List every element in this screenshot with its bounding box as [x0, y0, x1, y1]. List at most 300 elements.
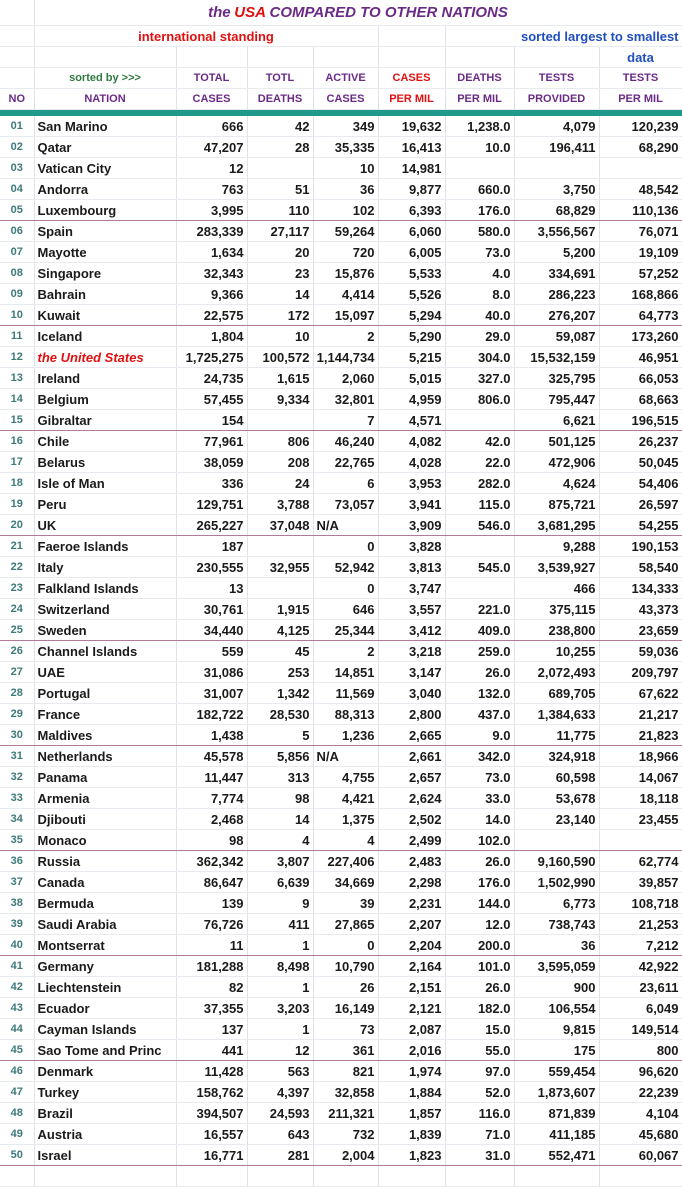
cases-per-mil-cell: 4,571 [378, 410, 445, 431]
total-deaths-cell: 28 [247, 137, 313, 158]
total-deaths-cell: 3,788 [247, 494, 313, 515]
cases-per-mil-cell: 5,015 [378, 368, 445, 389]
tests-provided-cell: 3,750 [514, 179, 599, 200]
header-tests-per-mil: PER MIL [599, 89, 682, 110]
row-number: 28 [0, 683, 34, 704]
row-number: 43 [0, 998, 34, 1019]
total-deaths-cell: 1 [247, 935, 313, 956]
row-number: 42 [0, 977, 34, 998]
row-number: 35 [0, 830, 34, 851]
total-deaths-cell [247, 578, 313, 599]
table-row [0, 998, 682, 1019]
active-cases-cell: 720 [313, 242, 378, 263]
nation-name: Faeroe Islands [34, 536, 176, 557]
header-no: NO [0, 89, 34, 110]
total-cases-cell: 98 [176, 830, 247, 851]
active-cases-cell: 14,851 [313, 662, 378, 683]
total-deaths-cell: 32,955 [247, 557, 313, 578]
row-number: 48 [0, 1103, 34, 1124]
row-number: 23 [0, 578, 34, 599]
total-cases-cell: 16,771 [176, 1145, 247, 1166]
row-number: 11 [0, 326, 34, 347]
total-cases-cell: 11,447 [176, 767, 247, 788]
tests-provided-cell: 9,160,590 [514, 851, 599, 872]
total-cases-cell: 31,007 [176, 683, 247, 704]
tests-provided-cell: 559,454 [514, 1061, 599, 1082]
total-cases-cell: 45,578 [176, 746, 247, 767]
tests-provided-cell: 4,079 [514, 116, 599, 137]
row-number: 40 [0, 935, 34, 956]
tests-per-mil-cell: 23,611 [599, 977, 682, 998]
empty-row [0, 1166, 682, 1187]
cases-per-mil-cell: 2,121 [378, 998, 445, 1019]
tests-per-mil-cell: 120,239 [599, 116, 682, 137]
nation-name: Singapore [34, 263, 176, 284]
total-cases-cell: 441 [176, 1040, 247, 1061]
cases-per-mil-cell: 3,953 [378, 473, 445, 494]
total-deaths-cell: 5 [247, 725, 313, 746]
total-deaths-cell: 37,048 [247, 515, 313, 536]
total-cases-cell: 2,468 [176, 809, 247, 830]
deaths-per-mil-cell: 33.0 [445, 788, 514, 809]
cases-per-mil-cell: 2,661 [378, 746, 445, 767]
nation-name: Andorra [34, 179, 176, 200]
active-cases-cell: 4,421 [313, 788, 378, 809]
cases-per-mil-cell: 3,557 [378, 599, 445, 620]
cases-per-mil-cell: 9,877 [378, 179, 445, 200]
deaths-per-mil-cell: 1,238.0 [445, 116, 514, 137]
table-row [0, 872, 682, 893]
cases-per-mil-cell: 5,215 [378, 347, 445, 368]
total-deaths-cell [247, 410, 313, 431]
cases-per-mil-cell: 1,974 [378, 1061, 445, 1082]
total-deaths-cell: 253 [247, 662, 313, 683]
total-deaths-cell: 208 [247, 452, 313, 473]
table-row [0, 809, 682, 830]
tests-provided-cell: 1,384,633 [514, 704, 599, 725]
tests-per-mil-cell: 39,857 [599, 872, 682, 893]
cases-per-mil-cell: 2,164 [378, 956, 445, 977]
row-number: 04 [0, 179, 34, 200]
total-cases-cell: 38,059 [176, 452, 247, 473]
row-number: 18 [0, 473, 34, 494]
table-row [0, 116, 682, 137]
table-row [0, 1019, 682, 1040]
row-number: 29 [0, 704, 34, 725]
row-number: 50 [0, 1145, 34, 1166]
total-cases-cell: 86,647 [176, 872, 247, 893]
cases-per-mil-cell: 5,290 [378, 326, 445, 347]
nation-name: Denmark [34, 1061, 176, 1082]
nation-name: Canada [34, 872, 176, 893]
tests-per-mil-cell: 196,515 [599, 410, 682, 431]
total-cases-cell: 182,722 [176, 704, 247, 725]
row-number: 16 [0, 431, 34, 452]
cases-per-mil-cell: 2,151 [378, 977, 445, 998]
nation-name: Chile [34, 431, 176, 452]
tests-per-mil-cell: 48,542 [599, 179, 682, 200]
active-cases-cell: 211,321 [313, 1103, 378, 1124]
cases-per-mil-cell: 2,502 [378, 809, 445, 830]
cases-per-mil-cell: 2,298 [378, 872, 445, 893]
table-row [0, 683, 682, 704]
nation-name: Belgium [34, 389, 176, 410]
tests-per-mil-cell: 42,922 [599, 956, 682, 977]
tests-provided-cell: 6,621 [514, 410, 599, 431]
tests-per-mil-cell: 21,253 [599, 914, 682, 935]
active-cases-cell: 102 [313, 200, 378, 221]
header-deaths-per-mil: PER MIL [445, 89, 514, 110]
active-cases-cell: 1,236 [313, 725, 378, 746]
deaths-per-mil-cell: 55.0 [445, 1040, 514, 1061]
active-cases-cell: 27,865 [313, 914, 378, 935]
cases-per-mil-cell: 4,082 [378, 431, 445, 452]
row-number: 39 [0, 914, 34, 935]
total-cases-cell: 158,762 [176, 1082, 247, 1103]
deaths-per-mil-cell: 182.0 [445, 998, 514, 1019]
total-cases-cell: 76,726 [176, 914, 247, 935]
nation-name: the United States [34, 347, 176, 368]
total-deaths-cell: 1,915 [247, 599, 313, 620]
cases-per-mil-cell: 3,147 [378, 662, 445, 683]
cases-per-mil-cell: 6,060 [378, 221, 445, 242]
cases-per-mil-cell: 3,941 [378, 494, 445, 515]
row-number: 30 [0, 725, 34, 746]
tests-provided-cell: 106,554 [514, 998, 599, 1019]
active-cases-cell: 22,765 [313, 452, 378, 473]
row-number: 37 [0, 872, 34, 893]
total-deaths-cell: 1,342 [247, 683, 313, 704]
active-cases-cell: 4,414 [313, 284, 378, 305]
active-cases-cell: 88,313 [313, 704, 378, 725]
total-deaths-cell: 45 [247, 641, 313, 662]
deaths-per-mil-cell: 42.0 [445, 431, 514, 452]
cases-per-mil-cell: 4,959 [378, 389, 445, 410]
total-cases-cell: 666 [176, 116, 247, 137]
tests-provided-cell: 68,829 [514, 200, 599, 221]
tests-provided-cell: 10,255 [514, 641, 599, 662]
table-row [0, 620, 682, 641]
total-deaths-cell [247, 536, 313, 557]
tests-provided-cell: 36 [514, 935, 599, 956]
row-number: 21 [0, 536, 34, 557]
total-cases-cell: 1,438 [176, 725, 247, 746]
tests-per-mil-cell [599, 830, 682, 851]
row-number: 07 [0, 242, 34, 263]
total-cases-cell: 7,774 [176, 788, 247, 809]
deaths-per-mil-cell: 71.0 [445, 1124, 514, 1145]
header-cases: CASES [176, 89, 247, 110]
tests-per-mil-cell: 26,597 [599, 494, 682, 515]
nation-name: Montserrat [34, 935, 176, 956]
total-cases-cell: 82 [176, 977, 247, 998]
total-cases-cell: 16,557 [176, 1124, 247, 1145]
active-cases-cell: 32,801 [313, 389, 378, 410]
nation-name: Falkland Islands [34, 578, 176, 599]
tests-provided-cell: 472,906 [514, 452, 599, 473]
cases-per-mil-cell: 5,533 [378, 263, 445, 284]
cases-per-mil-cell: 2,016 [378, 1040, 445, 1061]
row-number: 38 [0, 893, 34, 914]
header-top-active-cases: ACTIVE [313, 68, 378, 89]
active-cases-cell: 73 [313, 1019, 378, 1040]
nation-name: France [34, 704, 176, 725]
deaths-per-mil-cell [445, 158, 514, 179]
tests-provided-cell: 59,087 [514, 326, 599, 347]
tests-provided-cell: 552,471 [514, 1145, 599, 1166]
tests-provided-cell: 3,595,059 [514, 956, 599, 977]
total-deaths-cell: 3,203 [247, 998, 313, 1019]
row-number: 08 [0, 263, 34, 284]
subtitle-row-2 [0, 47, 682, 68]
deaths-per-mil-cell: 8.0 [445, 284, 514, 305]
deaths-per-mil-cell: 4.0 [445, 263, 514, 284]
total-cases-cell: 9,366 [176, 284, 247, 305]
tests-per-mil-cell: 21,823 [599, 725, 682, 746]
deaths-per-mil-cell: 115.0 [445, 494, 514, 515]
tests-per-mil-cell: 7,212 [599, 935, 682, 956]
cases-per-mil-cell: 6,393 [378, 200, 445, 221]
nation-name: Netherlands [34, 746, 176, 767]
tests-per-mil-cell: 110,136 [599, 200, 682, 221]
cases-per-mil-cell: 4,028 [378, 452, 445, 473]
active-cases-cell: 349 [313, 116, 378, 137]
row-number: 09 [0, 284, 34, 305]
deaths-per-mil-cell [445, 578, 514, 599]
cases-per-mil-cell: 1,857 [378, 1103, 445, 1124]
total-cases-cell: 24,735 [176, 368, 247, 389]
row-number: 46 [0, 1061, 34, 1082]
active-cases-cell: N/A [313, 746, 378, 767]
cases-per-mil-cell: 1,884 [378, 1082, 445, 1103]
cases-per-mil-cell: 19,632 [378, 116, 445, 137]
header-top-deaths-per-mil: DEATHS [445, 68, 514, 89]
header-row-top [0, 68, 682, 89]
total-cases-cell: 362,342 [176, 851, 247, 872]
tests-provided-cell: 795,447 [514, 389, 599, 410]
nation-name: Qatar [34, 137, 176, 158]
table-row [0, 263, 682, 284]
active-cases-cell: 10,790 [313, 956, 378, 977]
total-cases-cell: 13 [176, 578, 247, 599]
tests-per-mil-cell: 19,109 [599, 242, 682, 263]
table-row [0, 200, 682, 221]
cases-per-mil-cell: 6,005 [378, 242, 445, 263]
active-cases-cell: 227,406 [313, 851, 378, 872]
tests-provided-cell: 334,691 [514, 263, 599, 284]
total-cases-cell: 181,288 [176, 956, 247, 977]
deaths-per-mil-cell: 9.0 [445, 725, 514, 746]
header-top-total-deaths: TOTL [247, 68, 313, 89]
deaths-per-mil-cell: 327.0 [445, 368, 514, 389]
active-cases-cell: 2,060 [313, 368, 378, 389]
tests-provided-cell: 5,200 [514, 242, 599, 263]
total-cases-cell: 137 [176, 1019, 247, 1040]
tests-provided-cell: 175 [514, 1040, 599, 1061]
deaths-per-mil-cell: 144.0 [445, 893, 514, 914]
row-number: 01 [0, 116, 34, 137]
nation-name: Channel Islands [34, 641, 176, 662]
deaths-per-mil-cell: 12.0 [445, 914, 514, 935]
tests-provided-cell: 900 [514, 977, 599, 998]
active-cases-cell: 1,375 [313, 809, 378, 830]
nation-name: Iceland [34, 326, 176, 347]
total-deaths-cell: 14 [247, 809, 313, 830]
tests-per-mil-cell: 64,773 [599, 305, 682, 326]
cases-per-mil-cell: 3,828 [378, 536, 445, 557]
table-row [0, 179, 682, 200]
deaths-per-mil-cell: 14.0 [445, 809, 514, 830]
deaths-per-mil-cell [445, 410, 514, 431]
tests-per-mil-cell: 6,049 [599, 998, 682, 1019]
nation-name: Sweden [34, 620, 176, 641]
nation-name: Bermuda [34, 893, 176, 914]
nation-name: Belarus [34, 452, 176, 473]
row-number: 31 [0, 746, 34, 767]
total-cases-cell: 763 [176, 179, 247, 200]
total-deaths-cell [247, 158, 313, 179]
tests-provided-cell: 466 [514, 578, 599, 599]
row-number: 32 [0, 767, 34, 788]
tests-provided-cell [514, 830, 599, 851]
row-number: 22 [0, 557, 34, 578]
deaths-per-mil-cell: 26.0 [445, 662, 514, 683]
tests-provided-cell: 23,140 [514, 809, 599, 830]
active-cases-cell: 15,097 [313, 305, 378, 326]
tests-per-mil-cell: 54,406 [599, 473, 682, 494]
deaths-per-mil-cell: 102.0 [445, 830, 514, 851]
row-number: 10 [0, 305, 34, 326]
row-number: 27 [0, 662, 34, 683]
table-row [0, 662, 682, 683]
active-cases-cell: 36 [313, 179, 378, 200]
title-row [0, 0, 682, 26]
total-deaths-cell: 4,125 [247, 620, 313, 641]
total-deaths-cell: 27,117 [247, 221, 313, 242]
deaths-per-mil-cell: 409.0 [445, 620, 514, 641]
cases-per-mil-cell: 2,087 [378, 1019, 445, 1040]
nation-name: Kuwait [34, 305, 176, 326]
table-row [0, 914, 682, 935]
total-cases-cell: 34,440 [176, 620, 247, 641]
total-deaths-cell: 6,639 [247, 872, 313, 893]
tests-per-mil-cell: 68,663 [599, 389, 682, 410]
tests-per-mil-cell: 96,620 [599, 1061, 682, 1082]
nation-name: Maldives [34, 725, 176, 746]
deaths-per-mil-cell: 259.0 [445, 641, 514, 662]
subtitle-row [0, 26, 682, 47]
table-row [0, 431, 682, 452]
row-number: 36 [0, 851, 34, 872]
active-cases-cell: 821 [313, 1061, 378, 1082]
row-number: 45 [0, 1040, 34, 1061]
total-cases-cell: 1,634 [176, 242, 247, 263]
total-deaths-cell: 3,807 [247, 851, 313, 872]
tests-provided-cell: 3,681,295 [514, 515, 599, 536]
nation-name: UK [34, 515, 176, 536]
total-cases-cell: 37,355 [176, 998, 247, 1019]
active-cases-cell: 0 [313, 935, 378, 956]
tests-provided-cell: 324,918 [514, 746, 599, 767]
tests-per-mil-cell: 168,866 [599, 284, 682, 305]
row-number: 41 [0, 956, 34, 977]
active-cases-cell: 732 [313, 1124, 378, 1145]
tests-provided-cell: 9,288 [514, 536, 599, 557]
tests-per-mil-cell: 800 [599, 1040, 682, 1061]
row-number: 19 [0, 494, 34, 515]
active-cases-cell: 26 [313, 977, 378, 998]
total-cases-cell: 394,507 [176, 1103, 247, 1124]
nation-name: Israel [34, 1145, 176, 1166]
nation-name: Ecuador [34, 998, 176, 1019]
header-cases-per-mil: PER MIL [378, 89, 445, 110]
active-cases-cell: 646 [313, 599, 378, 620]
tests-provided-cell: 871,839 [514, 1103, 599, 1124]
cases-per-mil-cell: 2,204 [378, 935, 445, 956]
nation-name: Djibouti [34, 809, 176, 830]
cases-per-mil-cell: 16,413 [378, 137, 445, 158]
total-cases-cell: 30,761 [176, 599, 247, 620]
deaths-per-mil-cell: 176.0 [445, 200, 514, 221]
table-row [0, 977, 682, 998]
row-number: 33 [0, 788, 34, 809]
nation-name: Peru [34, 494, 176, 515]
total-cases-cell: 154 [176, 410, 247, 431]
tests-provided-cell: 3,556,567 [514, 221, 599, 242]
tests-per-mil-cell: 26,237 [599, 431, 682, 452]
total-cases-cell: 265,227 [176, 515, 247, 536]
active-cases-cell: 52,942 [313, 557, 378, 578]
total-deaths-cell: 28,530 [247, 704, 313, 725]
tests-per-mil-cell: 50,045 [599, 452, 682, 473]
deaths-per-mil-cell: 97.0 [445, 1061, 514, 1082]
active-cases-cell: 2 [313, 326, 378, 347]
deaths-per-mil-cell: 437.0 [445, 704, 514, 725]
row-number: 15 [0, 410, 34, 431]
cases-per-mil-cell: 2,499 [378, 830, 445, 851]
table-row [0, 767, 682, 788]
tests-per-mil-cell: 76,071 [599, 221, 682, 242]
tests-provided-cell: 196,411 [514, 137, 599, 158]
cases-per-mil-cell: 5,526 [378, 284, 445, 305]
total-cases-cell: 283,339 [176, 221, 247, 242]
table-row [0, 1061, 682, 1082]
total-cases-cell: 32,343 [176, 263, 247, 284]
total-deaths-cell: 42 [247, 116, 313, 137]
tests-per-mil-cell: 173,260 [599, 326, 682, 347]
total-cases-cell: 57,455 [176, 389, 247, 410]
deaths-per-mil-cell: 15.0 [445, 1019, 514, 1040]
table-row [0, 347, 682, 368]
active-cases-cell: 32,858 [313, 1082, 378, 1103]
total-deaths-cell: 8,498 [247, 956, 313, 977]
tests-per-mil-cell: 108,718 [599, 893, 682, 914]
tests-per-mil-cell: 54,255 [599, 515, 682, 536]
row-number: 25 [0, 620, 34, 641]
total-deaths-cell: 643 [247, 1124, 313, 1145]
total-cases-cell: 1,725,275 [176, 347, 247, 368]
cases-per-mil-cell: 2,800 [378, 704, 445, 725]
subtitle-right-2: data [599, 47, 682, 68]
table-row [0, 1040, 682, 1061]
tests-provided-cell: 375,115 [514, 599, 599, 620]
deaths-per-mil-cell: 221.0 [445, 599, 514, 620]
deaths-per-mil-cell: 176.0 [445, 872, 514, 893]
total-cases-cell: 22,575 [176, 305, 247, 326]
table-row [0, 1082, 682, 1103]
header-row-bottom [0, 89, 682, 110]
tests-provided-cell: 738,743 [514, 914, 599, 935]
